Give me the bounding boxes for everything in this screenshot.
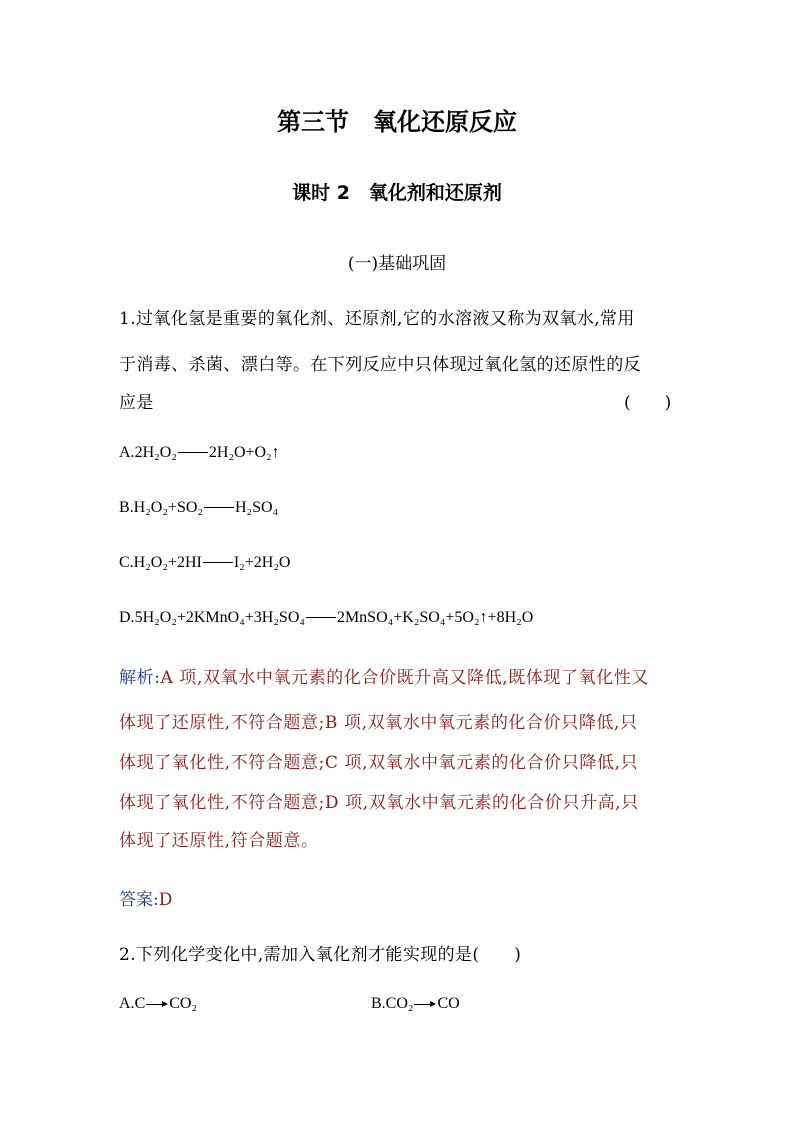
option-label: D. [119, 609, 135, 626]
answer-value: D [158, 890, 173, 910]
equals-sign [203, 562, 233, 563]
q2-option-b [371, 995, 460, 1013]
q1-answer-blank: ( ) [624, 393, 672, 413]
equation-rhs: 2H₂O+O₂↑ [208, 444, 280, 461]
equation-rhs: H₂SO₄ [235, 499, 279, 516]
q1-answer [119, 885, 172, 910]
explanation-line2: 体现了还原性,不符合题意;B 项,双氧水中氧元素的化合价只降低,只 [119, 713, 638, 733]
explanation-line5-wrap [119, 826, 319, 851]
explanation-line3: 体现了氧化性,不符合题意;C 项,双氧水中氧元素的化合价只降低,只 [119, 753, 639, 773]
option-label: A. [119, 995, 135, 1012]
option-label: C. [119, 554, 134, 571]
product: CO₂ [169, 995, 198, 1012]
option-label: B. [119, 499, 134, 516]
equation-lhs: 5H₂O₂+2KMnO₄+3H₂SO₄ [134, 609, 305, 626]
equals-sign [204, 507, 234, 508]
reactant: C [134, 995, 146, 1012]
q1-stem-line2: 于消毒、杀菌、漂白等。在下列反应中只体现过氧化氢的还原性的反 [119, 355, 641, 375]
option-label: B. [371, 995, 386, 1012]
equals-sign [178, 452, 208, 453]
q1-stem-line3: 应是 [119, 393, 154, 413]
q1-option-a [119, 444, 280, 462]
product: CO [437, 995, 460, 1012]
q1-stem-line1: 1.过氧化氢是重要的氧化剂、还原剂,它的水溶液又称为双氧水,常用 [119, 309, 635, 329]
reactant: CO₂ [385, 995, 414, 1012]
equation-rhs: I₂+2H₂O [233, 554, 291, 571]
q1-option-c [119, 554, 290, 572]
equals-sign [306, 617, 336, 618]
explanation-line1 [119, 663, 649, 688]
answer-label: 答案: [119, 890, 159, 910]
q2-stem: 2.下列化学变化中,需加入氧化剂才能实现的是( ) [119, 945, 522, 965]
equation-rhs: 2MnSO₄+K₂SO₄+5O₂↑+8H₂O [336, 609, 534, 626]
page-title: 第三节 氧化还原反应 [277, 108, 517, 136]
explanation-line4: 体现了氧化性,不符合题意;D 项,双氧水中氧元素的化合价只升高,只 [119, 793, 639, 813]
equation-lhs: H₂O₂+2HI [133, 554, 202, 571]
section-heading: (一)基础巩固 [347, 254, 447, 274]
arrow-icon [146, 999, 168, 1009]
equation-lhs: 2H₂O₂ [134, 444, 177, 461]
explanation-text: A 项,双氧水中氧元素的化合价既升高又降低,既体现了氧化性又 [160, 668, 650, 688]
option-label: A. [119, 444, 135, 461]
explanation-label: 解析: [119, 668, 161, 688]
explanation-line5: 体现了还原性,符合题意。 [119, 831, 319, 851]
q2-option-a [119, 995, 197, 1013]
q1-option-d [119, 609, 533, 627]
lesson-subtitle: 课时 2 氧化剂和还原剂 [292, 182, 502, 204]
equation-lhs: H₂O₂+SO₂ [133, 499, 203, 516]
q1-option-b [119, 499, 278, 517]
arrow-icon [414, 999, 436, 1009]
